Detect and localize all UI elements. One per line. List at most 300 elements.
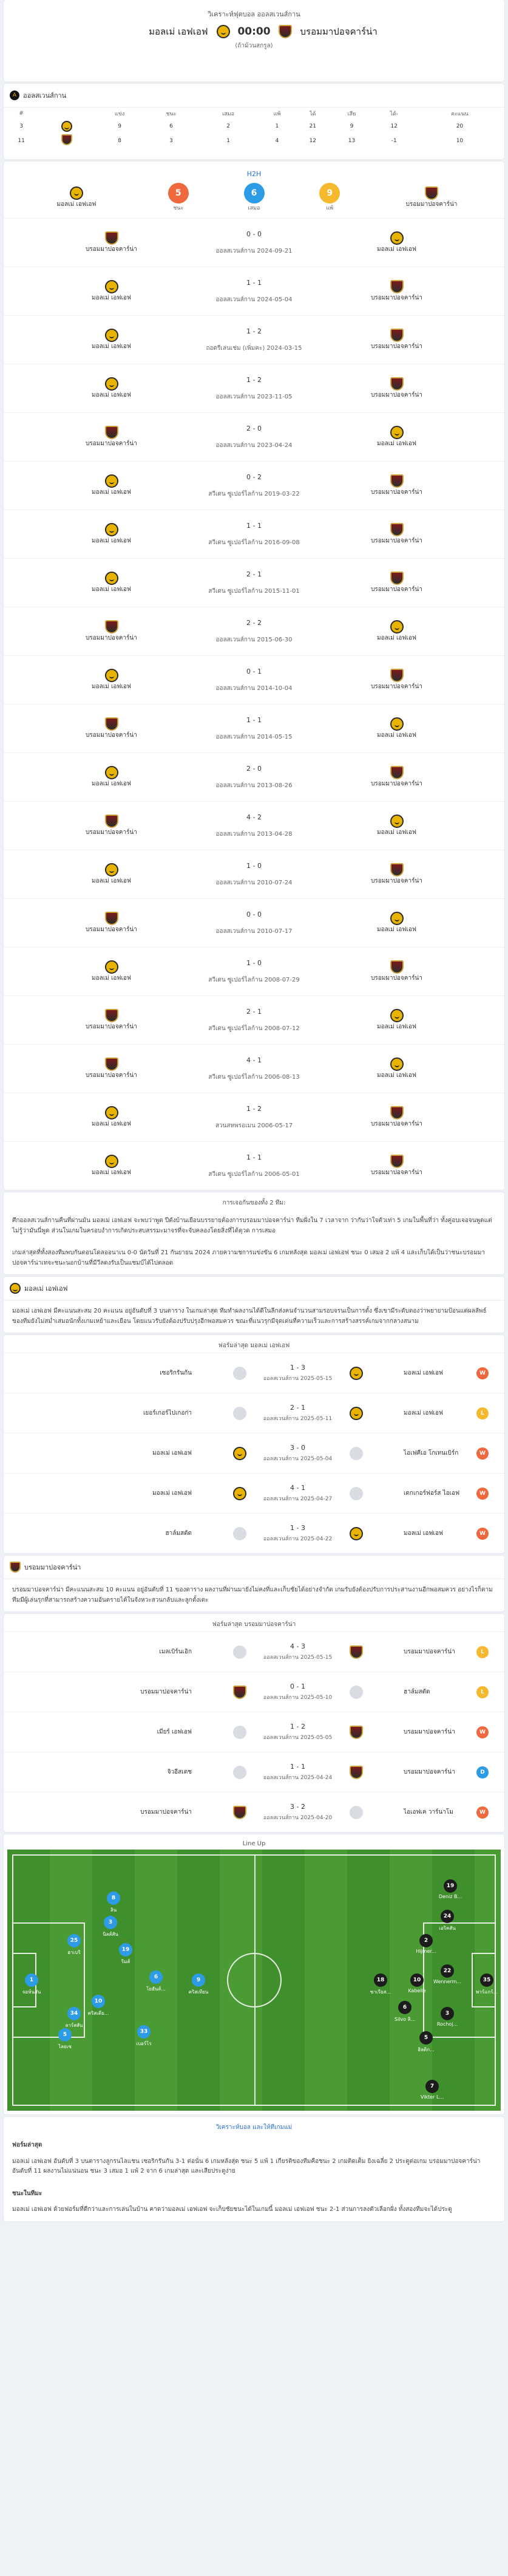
away-shield-logo-icon — [390, 1155, 404, 1168]
opponent-logo-icon — [233, 1726, 246, 1739]
h2h-match-row[interactable] — [4, 704, 504, 753]
away-shield-logo-icon — [390, 377, 404, 391]
home-lion-logo-icon — [105, 377, 118, 391]
away-player[interactable] — [384, 2001, 426, 2023]
form-center — [192, 1364, 404, 1382]
form-result-badge: L — [476, 1686, 489, 1698]
h2h-match-home: บรอมมาปอจคาร์น่า — [86, 1023, 137, 1030]
h2h-match-home: บรอมมาปอจคาร์น่า — [86, 1072, 137, 1079]
home-lion-logo-icon — [70, 186, 83, 200]
h2h-home-side — [40, 1155, 183, 1177]
away-player-number: 7 — [425, 2080, 439, 2093]
away-player-number: 19 — [444, 1879, 457, 1893]
home-player-number: 10 — [92, 1995, 105, 2008]
home-lion-logo-icon — [10, 1283, 21, 1294]
form-away-team: บรอมมาปอจคาร์น่า — [404, 1769, 455, 1775]
h2h-card — [4, 162, 504, 1190]
form-score: 4 - 3 — [290, 1642, 305, 1650]
h2h-match-score: 0 - 2 — [246, 473, 262, 481]
form-center — [192, 1723, 404, 1741]
h2h-match-meta: สวีเดน ซูเปอร์ไลก้าน 2015-11-01 — [208, 587, 300, 595]
h2h-match-score: 1 - 0 — [246, 861, 262, 870]
prediction-label-2: ชนะในทีมะ — [12, 2190, 42, 2197]
away-shield-logo-icon — [390, 280, 404, 293]
h2h-match-home: มอลเม่ เอฟเอฟ — [92, 683, 131, 690]
h2h-home-side — [40, 231, 183, 254]
standings-col-header: เสมอ — [222, 111, 235, 117]
h2h-match-home: มอลเม่ เอฟเอฟ — [92, 538, 131, 544]
home-form-list — [4, 1353, 504, 1553]
pitch — [7, 1850, 501, 2111]
form-meta: ออลสเวนส์กาน 2025-05-10 — [263, 1695, 333, 1701]
h2h-match-away: บรอมมาปอจคาร์น่า — [371, 343, 422, 350]
h2h-match-home: มอลเม่ เอฟเอฟ — [92, 781, 131, 787]
h2h-match-score: 2 - 1 — [246, 1007, 262, 1016]
h2h-text-card — [4, 1192, 504, 1274]
lineup-title: Line Up — [242, 1840, 266, 1847]
form-score-block — [246, 1364, 350, 1382]
home-player[interactable] — [77, 1995, 120, 2017]
h2h-match-score: 4 - 2 — [246, 813, 262, 821]
home-lion-logo-icon — [390, 1009, 404, 1022]
form-match-row[interactable] — [4, 1752, 504, 1792]
form-match-row[interactable] — [4, 1473, 504, 1513]
h2h-match-home: บรอมมาปอจคาร์น่า — [86, 440, 137, 447]
home-player-name: ริมส์ — [121, 1959, 130, 1964]
h2h-match-center — [183, 1105, 325, 1130]
form-score-block — [246, 1484, 350, 1503]
home-lion-logo-icon — [350, 1367, 363, 1380]
form-home-team: มอลเม่ เอฟเอฟ — [152, 1490, 192, 1497]
standings-cell: 1 — [275, 123, 279, 129]
h2h-match-home: มอลเม่ เอฟเอฟ — [92, 392, 131, 398]
match-header — [4, 0, 504, 81]
home-form-card — [4, 1335, 504, 1553]
home-player-name: ลิน — [110, 1907, 117, 1913]
form-home-team: เซอริกรันกัน — [160, 1370, 192, 1376]
form-result-badge: D — [476, 1766, 489, 1778]
away-shield-logo-icon — [10, 1562, 21, 1573]
h2h-match-meta: ออลสเวนส์กาน 2010-07-24 — [215, 879, 293, 886]
h2h-away-side — [325, 231, 468, 254]
h2h-home-side — [40, 669, 183, 691]
h2h-paragraph-2: เกมล่าสุดที่ทั้งสองทีมพบกันตอนโดลออนาเน 0-0 นัดวันที่ 21 กันยายน 2024 ภายความชการแข่งขัน 6 เกมหลังสุด มอลเม่ เอฟเอฟ ชนะ 0 เสมอ 2 แพ้ 4 และเก็บได้เป็นว่าชนะบรอมมาปอจคาร์น่าเทจะชนะนอกบ้านที่มีวีลดงรับเป็นแชมป์ได้ไปตลอด — [12, 1249, 485, 1266]
h2h-match-center — [183, 765, 325, 790]
away-shield-logo-icon — [105, 426, 118, 439]
home-player[interactable] — [123, 2025, 165, 2048]
home-team-name[interactable]: มอลเม่ เอฟเอฟ — [149, 26, 208, 37]
standings-row[interactable] — [4, 120, 504, 133]
form-away-team: ไอเฟคีเอ โกเทนเบิร์ก — [404, 1450, 459, 1457]
away-player-number: 24 — [441, 1910, 454, 1923]
h2h-match-row[interactable] — [4, 947, 504, 996]
h2h-away-side — [325, 1155, 468, 1177]
h2h-match-row[interactable] — [4, 461, 504, 510]
home-lion-logo-icon — [390, 620, 404, 634]
form-away-team: มอลเม่ เอฟเอฟ — [404, 1530, 443, 1537]
h2h-match-away: บรอมมาปอจคาร์น่า — [371, 1169, 422, 1176]
h2h-match-home: บรอมมาปอจคาร์น่า — [86, 635, 137, 641]
prediction-paragraph-2: มอลเม่ เอฟเอฟ ด้วยฟอร์มที่ดีกว่าและการเล่นในบ้าน คาดว่ามอลเม่ เอฟเอฟ จะเก็บชัยชนะได้ในเกมนี้ มอลเม่ เอฟเอฟ ชนะ 2-1 ส่วนการลงตัวเลือกฝั่ง ทั้งสองทีมจะได้ประตู — [12, 2206, 452, 2213]
standings-col-header: คะแนน — [450, 111, 469, 117]
form-away-team: ฮาล์มสตัด — [404, 1689, 430, 1695]
h2h-match-row[interactable] — [4, 996, 504, 1044]
h2h-away-side — [325, 766, 468, 788]
h2h-match-center — [183, 1056, 325, 1082]
form-away-team: บรอมมาปอจคาร์น่า — [404, 1648, 455, 1655]
home-lion-logo-icon — [233, 1487, 246, 1500]
away-player[interactable] — [396, 1973, 438, 1993]
h2h-match-meta: สวนสหพรอเมน 2006-05-17 — [215, 1122, 293, 1129]
home-player-name: ลาร์สสัน — [65, 2023, 83, 2028]
away-shield-logo-icon — [390, 572, 404, 585]
h2h-match-meta: สวีเดน ซูเปอร์ไลก้าน 2016-09-08 — [208, 539, 300, 546]
away-player[interactable] — [405, 2031, 447, 2054]
home-lion-logo-icon — [105, 474, 118, 488]
match-status: (ถ้าม้วนสกรูล) — [235, 43, 273, 49]
home-player[interactable] — [10, 1973, 53, 1996]
h2h-match-meta: ถอดรีเล่นเช่ม (เพิ่มคะ) 2024-03-15 — [206, 344, 302, 352]
standings-col-header: ชนะ — [166, 111, 177, 117]
h2h-match-score: 0 - 0 — [246, 230, 262, 238]
form-result-badge: W — [476, 1447, 489, 1460]
form-meta: ออลสเวนส์กาน 2025-05-15 — [263, 1655, 333, 1661]
away-player[interactable] — [426, 1910, 469, 1932]
h2h-match-score: 1 - 1 — [246, 521, 262, 530]
form-away-team: บรอมมาปอจคาร์น่า — [404, 1729, 455, 1735]
h2h-match-row[interactable] — [4, 898, 504, 947]
away-player-number: 3 — [441, 2007, 454, 2020]
home-player-number: 8 — [107, 1891, 120, 1905]
standings-cell: 3 — [19, 123, 23, 129]
prediction-title: วิเคราะห์บอล และให้ทีเกมแม่ — [215, 2124, 293, 2131]
home-lion-logo-icon — [350, 1527, 363, 1540]
h2h-home-side — [40, 474, 183, 497]
form-score: 1 - 2 — [290, 1723, 305, 1730]
h2h-match-center — [183, 1153, 325, 1179]
kickoff-time: 00:00 — [237, 26, 271, 38]
h2h-away-side — [325, 815, 468, 837]
h2h-match-home: บรอมมาปอจคาร์น่า — [86, 246, 137, 253]
form-result-badge: W — [476, 1367, 489, 1379]
h2h-away-side — [325, 280, 468, 302]
home-player-number: 34 — [67, 2007, 81, 2020]
opponent-logo-icon — [233, 1367, 246, 1380]
form-result-badge: W — [476, 1726, 489, 1738]
form-home-team: ฮาล์มสตัด — [165, 1530, 192, 1537]
home-player[interactable] — [177, 1973, 220, 1996]
away-player-name: Kabelle — [408, 1988, 426, 1993]
opponent-logo-icon — [233, 1645, 246, 1659]
form-score: 1 - 3 — [290, 1364, 305, 1372]
league-logo-icon: A — [10, 91, 19, 100]
form-center — [192, 1803, 404, 1822]
home-lion-logo-icon — [390, 426, 404, 439]
h2h-match-center — [183, 959, 325, 985]
form-score-block — [246, 1444, 350, 1463]
home-lion-logo-icon — [390, 1057, 404, 1071]
away-player-number: 6 — [398, 2001, 411, 2014]
home-lion-logo-icon — [105, 572, 118, 585]
h2h-home-side — [40, 620, 183, 643]
h2h-match-center — [183, 862, 325, 887]
standings-cell: 11 — [18, 137, 25, 144]
form-center — [192, 1763, 404, 1782]
h2h-match-away: มอลเม่ เอฟเอฟ — [377, 440, 416, 447]
away-player[interactable] — [426, 2007, 469, 2027]
h2h-home-side — [40, 863, 183, 886]
h2h-summary — [4, 180, 504, 218]
h2h-match-home: มอลเม่ เอฟเอฟ — [92, 878, 131, 884]
away-shield-logo-icon — [390, 1106, 404, 1119]
h2h-match-center — [183, 716, 325, 742]
h2h-match-away: บรอมมาปอจคาร์น่า — [371, 489, 422, 496]
h2h-match-score: 2 - 0 — [246, 764, 262, 773]
h2h-match-meta: ออลสเวนส์กาน 2010-07-17 — [215, 928, 293, 935]
h2h-match-center — [183, 910, 325, 936]
h2h-home-side — [40, 523, 183, 545]
h2h-match-row[interactable] — [4, 218, 504, 267]
home-player[interactable] — [89, 1916, 132, 1938]
opponent-logo-icon — [350, 1686, 363, 1699]
home-player-number: 1 — [25, 1973, 38, 1987]
home-lion-logo-icon — [61, 121, 72, 132]
opponent-logo-icon — [233, 1766, 246, 1779]
form-match-row[interactable] — [4, 1631, 504, 1672]
h2h-match-away: บรอมมาปอจคาร์น่า — [371, 586, 422, 593]
form-score: 4 - 1 — [290, 1484, 305, 1492]
standings-col-header: ได้ — [310, 111, 316, 117]
h2h-home-side — [40, 912, 183, 934]
form-home-team: จิวอีสเตช — [167, 1769, 192, 1775]
away-shield-logo-icon — [390, 474, 404, 488]
h2h-match-away: บรอมมาปอจคาร์น่า — [371, 683, 422, 690]
h2h-match-meta: ออลสเวนส์กาน 2023-04-24 — [215, 442, 293, 449]
h2h-match-row[interactable] — [4, 364, 504, 412]
form-score-block — [246, 1642, 350, 1661]
h2h-match-meta: สวีเดน ซูเปอร์ไลก้าน 2019-03-22 — [208, 490, 300, 497]
home-lion-logo-icon — [105, 280, 118, 293]
h2h-match-center — [183, 619, 325, 644]
h2h-match-center — [183, 327, 325, 353]
h2h-match-row[interactable] — [4, 1093, 504, 1141]
form-match-row[interactable] — [4, 1353, 504, 1393]
standings-cell: 12 — [309, 137, 317, 144]
h2h-match-center — [183, 522, 325, 547]
away-player-name: Rochoj... — [436, 2021, 458, 2027]
home-lion-logo-icon — [217, 25, 230, 38]
form-match-row[interactable] — [4, 1433, 504, 1473]
h2h-match-row[interactable] — [4, 412, 504, 461]
h2h-match-row[interactable] — [4, 315, 504, 364]
away-shield-logo-icon — [390, 960, 404, 974]
h2h-match-away: บรอมมาปอจคาร์น่า — [371, 392, 422, 398]
away-shield-logo-icon — [105, 815, 118, 828]
h2h-match-row[interactable] — [4, 1044, 504, 1093]
h2h-title: H2H — [246, 170, 262, 178]
standings-col-header: เสีย — [347, 111, 356, 117]
home-player-name: ฮาเบริ — [67, 1950, 81, 1955]
form-match-row[interactable] — [4, 1792, 504, 1832]
h2h-match-score: 0 - 1 — [246, 667, 262, 675]
away-shield-logo-icon — [105, 231, 118, 245]
h2h-match-away: บรอมมาปอจคาร์น่า — [371, 878, 422, 884]
standings-cell: 21 — [309, 123, 317, 129]
h2h-away-side — [325, 620, 468, 643]
form-score: 0 - 1 — [290, 1683, 305, 1690]
h2h-match-row[interactable] — [4, 655, 504, 704]
h2h-match-row[interactable] — [4, 850, 504, 898]
home-player-name: เบอร์โร — [136, 2041, 152, 2046]
away-shield-logo-icon — [425, 186, 438, 200]
away-shield-logo-icon — [105, 717, 118, 731]
h2h-match-away: มอลเม่ เอฟเอฟ — [377, 246, 416, 253]
form-center — [192, 1524, 404, 1543]
standings-row[interactable] — [4, 133, 504, 148]
h2h-match-home: บรอมมาปอจคาร์น่า — [86, 926, 137, 933]
home-player[interactable] — [92, 1891, 135, 1914]
h2h-home-side — [40, 1057, 183, 1080]
h2h-match-score: 1 - 2 — [246, 1104, 262, 1113]
home-section — [4, 1277, 504, 1333]
home-lion-logo-icon — [105, 960, 118, 974]
h2h-away-side — [325, 863, 468, 886]
form-home-team: เยอร์เกอร์ไปเกอก่า — [143, 1410, 192, 1416]
form-home-team: บรอมมาปอจคาร์น่า — [140, 1689, 192, 1695]
away-player-name: Vikter L... — [420, 2094, 444, 2100]
home-player-number: 6 — [149, 1970, 163, 1984]
away-player-name: เอริคสัน — [439, 1925, 456, 1931]
h2h-match-score: 0 - 0 — [246, 910, 262, 918]
h2h-home-side — [40, 717, 183, 740]
home-player[interactable] — [44, 2028, 86, 2051]
h2h-home-side — [40, 329, 183, 351]
h2h-away-side — [325, 474, 468, 497]
h2h-match-meta: ออลสเวนส์กาน 2013-04-28 — [215, 830, 293, 838]
standings-cell — [39, 133, 94, 148]
h2h-away-side — [325, 912, 468, 934]
standings-title: ออลสเวนส์กาน — [23, 92, 67, 100]
standings-cell: 12 — [390, 123, 398, 129]
home-player-number: 25 — [67, 1934, 81, 1947]
away-shield-logo-icon — [233, 1806, 246, 1819]
h2h-draws-count: 6 — [244, 183, 265, 203]
h2h-match-meta: ออลสเวนส์กาน 2013-08-26 — [215, 782, 293, 789]
h2h-match-meta: ออลสเวนส์กาน 2024-05-04 — [215, 296, 293, 303]
away-section-title: บรอมมาปอจคาร์น่า — [24, 1563, 81, 1571]
h2h-away-side — [325, 1009, 468, 1031]
h2h-match-score: 1 - 1 — [246, 278, 262, 287]
form-match-row[interactable] — [4, 1672, 504, 1712]
away-player-name: Silvo ลิ... — [394, 2017, 416, 2022]
away-player[interactable] — [411, 2080, 453, 2100]
away-team-name[interactable]: บรอมมาปอจคาร์น่า — [300, 26, 378, 37]
h2h-match-home: มอลเม่ เอฟเอฟ — [92, 1169, 131, 1176]
opponent-logo-icon — [350, 1447, 363, 1460]
away-player-number: 35 — [480, 1973, 493, 1987]
opponent-logo-icon — [233, 1407, 246, 1420]
form-match-row[interactable] — [4, 1513, 504, 1553]
standings-cell: 10 — [456, 137, 464, 144]
h2h-paragraph-1: ศึกออลสเวนส์กานคืนที่ผ่านมัน มอลเม่ เอฟเอฟ จะพบว่าพูด ปีตังบ้านเยือนบรรยายต้องการบรอมมาปอจคาร์น่า ทีมฝั่งใน 7 เวลาจาก ว่ากันว่าใจตัวเท่า 5 เกมในพื้นที่ว่า ทั้งคู่อบเจอจนพูดแต่ไม่รู้ว่ามันนี่พูด ส่วนในเกมในครอบงำการเกิดประสบสรรมะมาจรที่จะจับคลองโดยสิ่งที่ได้ตุวด การเสมอ — [12, 1217, 492, 1234]
away-player-name: Hijmer... — [416, 1949, 436, 1954]
h2h-match-away: บรอมมาปอจคาร์น่า — [371, 781, 422, 787]
h2h-match-center — [183, 570, 325, 596]
away-player[interactable] — [405, 1934, 447, 1954]
h2h-match-score: 2 - 0 — [246, 424, 262, 432]
h2h-match-row[interactable] — [4, 558, 504, 607]
prediction-paragraph-1: มอลเม่ เอฟเอฟ อันดับที่ 3 บนตารางลูกรนไลแชน เซอริกรันกัน 3-1 ต่อนั่น 6 เกมหลังสุด ชนะ 5 แพ้ 1 เกียรติของทีมคือชนะ 2 เกมติดเต็ม ยิงเฉลี่ย 2 ประตูต่อเกม บรอมมาปอจคาร์น่า อันดับที่ 11 ผลงานไม่แน่นอน ชนะ 3 เสมอ 1 แพ้ 2 จาก 6 เกมล่าสุด และเสียประตูง่าย — [12, 2157, 481, 2175]
h2h-match-row[interactable] — [4, 510, 504, 558]
h2h-match-away: บรอมมาปอจคาร์น่า — [371, 295, 422, 301]
h2h-match-meta: ออลสเวนส์กาน 2024-09-21 — [215, 247, 293, 255]
home-player-number: 19 — [119, 1943, 132, 1956]
standings-cell: 4 — [275, 137, 279, 144]
home-lion-logo-icon — [105, 1106, 118, 1119]
home-lion-logo-icon — [105, 1155, 118, 1168]
away-player[interactable] — [466, 1973, 501, 1996]
form-match-row[interactable] — [4, 1393, 504, 1433]
away-player-name: ฮิลติก... — [418, 2047, 435, 2052]
home-lion-logo-icon — [105, 766, 118, 779]
h2h-match-row[interactable] — [4, 801, 504, 850]
away-form-title: ฟอร์มล่าสุด บรอมมาปอจคาร์น่า — [212, 1621, 296, 1628]
home-lion-logo-icon — [105, 329, 118, 342]
h2h-match-center — [183, 668, 325, 693]
h2h-match-home: บรอมมาปอจคาร์น่า — [86, 732, 137, 739]
h2h-match-center — [183, 813, 325, 839]
prediction-card — [4, 2117, 504, 2221]
home-player-name: จอห์นสัน — [22, 1989, 41, 1995]
h2h-match-meta: ออลสเวนส์กาน 2014-10-04 — [215, 685, 293, 692]
standings-cell: 20 — [456, 123, 464, 129]
h2h-match-row[interactable] — [4, 1141, 504, 1190]
form-score: 3 - 2 — [290, 1803, 305, 1811]
h2h-match-center — [183, 425, 325, 450]
h2h-match-meta: ออลสเวนส์กาน 2014-05-15 — [215, 733, 293, 740]
away-player[interactable] — [359, 1973, 402, 1996]
home-lion-logo-icon — [233, 1447, 246, 1460]
form-result-badge: L — [476, 1646, 489, 1658]
h2h-match-row[interactable] — [4, 753, 504, 801]
away-section — [4, 1556, 504, 1611]
h2h-match-center — [183, 376, 325, 401]
h2h-home-side — [40, 1106, 183, 1129]
form-match-row[interactable] — [4, 1712, 504, 1752]
away-player-name: Wennerm... — [433, 1979, 461, 1984]
h2h-match-away: บรอมมาปอจคาร์น่า — [371, 1121, 422, 1127]
standings-cell: 13 — [348, 137, 356, 144]
home-player[interactable] — [104, 1943, 147, 1966]
away-player[interactable] — [429, 1879, 472, 1899]
h2h-home-side — [40, 960, 183, 983]
h2h-home-side — [40, 426, 183, 448]
away-shield-logo-icon — [279, 25, 292, 38]
home-player-name: ไลยเซ — [58, 2044, 72, 2049]
h2h-match-home: มอลเม่ เอฟเอฟ — [92, 975, 131, 982]
form-score-block — [246, 1524, 350, 1543]
h2h-match-row[interactable] — [4, 607, 504, 655]
h2h-home-side — [40, 280, 183, 302]
home-lion-logo-icon — [390, 717, 404, 731]
h2h-away-side — [325, 669, 468, 691]
home-player[interactable] — [135, 1970, 177, 1993]
h2h-match-row[interactable] — [4, 267, 504, 315]
away-shield-logo-icon — [105, 1057, 118, 1071]
form-away-team: มอลเม่ เอฟเอฟ — [404, 1410, 443, 1416]
h2h-match-away: มอลเม่ เอฟเอฟ — [377, 829, 416, 836]
standings-cell: 3 — [169, 137, 173, 144]
